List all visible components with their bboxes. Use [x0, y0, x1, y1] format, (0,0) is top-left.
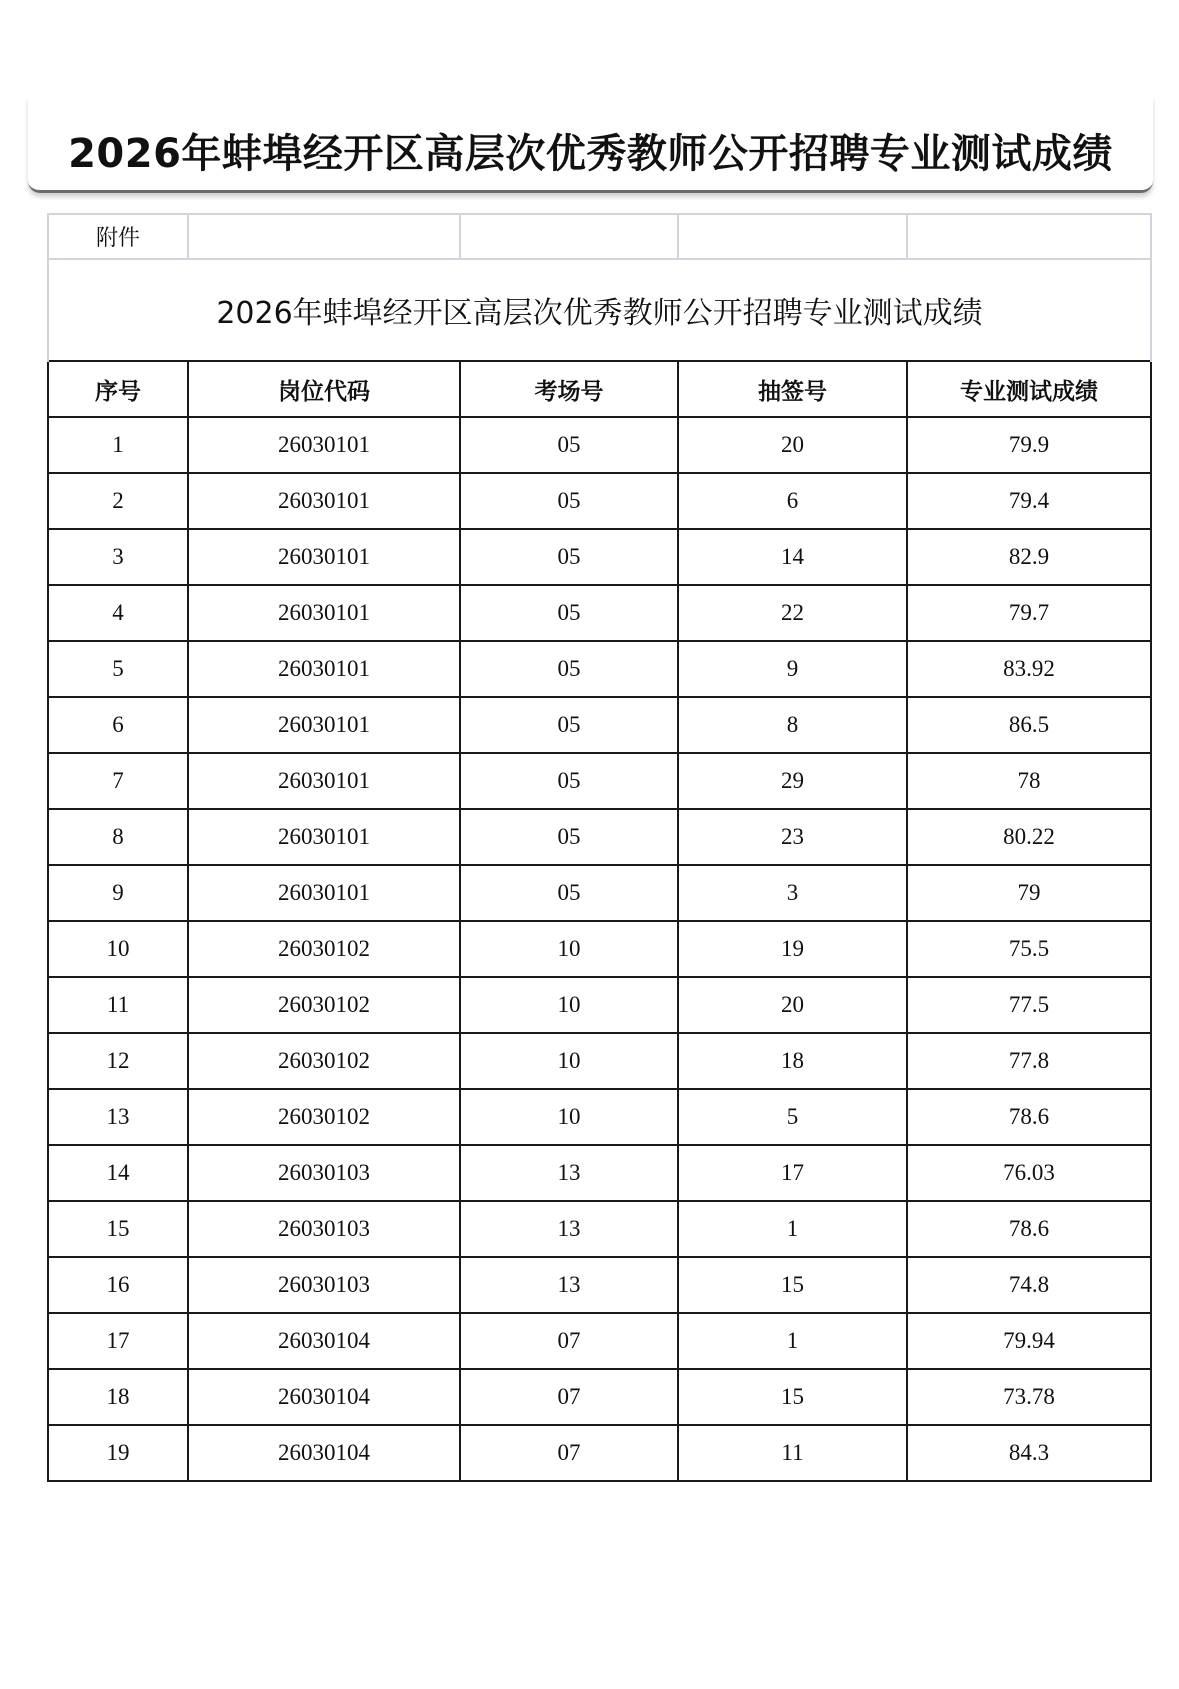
table-row — [48, 921, 1151, 977]
cell-draw-no: 20 — [678, 977, 907, 1033]
cell-serial-no: 6 — [48, 697, 188, 753]
header-row — [48, 361, 1151, 417]
empty-cell — [907, 214, 1151, 259]
cell-test-score: 78.6 — [907, 1089, 1151, 1145]
cell-serial-no: 8 — [48, 809, 188, 865]
cell-exam-room-no: 07 — [460, 1313, 678, 1369]
cell-test-score: 79.4 — [907, 473, 1151, 529]
cell-draw-no: 20 — [678, 417, 907, 473]
cell-draw-no: 17 — [678, 1145, 907, 1201]
table-row — [48, 865, 1151, 921]
cell-draw-no: 11 — [678, 1425, 907, 1481]
table-row — [48, 977, 1151, 1033]
cell-position-code: 26030104 — [188, 1425, 460, 1481]
table-row — [48, 473, 1151, 529]
cell-exam-room-no: 13 — [460, 1145, 678, 1201]
cell-draw-no: 19 — [678, 921, 907, 977]
header-test-score: 专业测试成绩 — [907, 361, 1151, 417]
empty-cell — [460, 214, 678, 259]
table-row — [48, 1089, 1151, 1145]
cell-exam-room-no: 13 — [460, 1257, 678, 1313]
cell-serial-no: 10 — [48, 921, 188, 977]
cell-position-code: 26030102 — [188, 977, 460, 1033]
cell-test-score: 86.5 — [907, 697, 1151, 753]
cell-position-code: 26030101 — [188, 417, 460, 473]
table-row — [48, 641, 1151, 697]
cell-position-code: 26030103 — [188, 1201, 460, 1257]
cell-exam-room-no: 05 — [460, 809, 678, 865]
cell-position-code: 26030101 — [188, 473, 460, 529]
table-row — [48, 1145, 1151, 1201]
header-serial-no: 序号 — [48, 361, 188, 417]
cell-exam-room-no: 05 — [460, 529, 678, 585]
cell-position-code: 26030101 — [188, 809, 460, 865]
cell-position-code: 26030102 — [188, 1089, 460, 1145]
cell-draw-no: 1 — [678, 1313, 907, 1369]
table-caption: 2026年蚌埠经开区高层次优秀教师公开招聘专业测试成绩 — [48, 259, 1151, 361]
cell-serial-no: 16 — [48, 1257, 188, 1313]
cell-position-code: 26030102 — [188, 1033, 460, 1089]
cell-position-code: 26030104 — [188, 1369, 460, 1425]
score-table-body — [48, 214, 1151, 1481]
cell-position-code: 26030101 — [188, 529, 460, 585]
cell-test-score: 84.3 — [907, 1425, 1151, 1481]
cell-exam-room-no: 10 — [460, 977, 678, 1033]
table-row — [48, 753, 1151, 809]
cell-draw-no: 3 — [678, 865, 907, 921]
cell-exam-room-no: 05 — [460, 585, 678, 641]
cell-position-code: 26030102 — [188, 921, 460, 977]
cell-test-score: 79.7 — [907, 585, 1151, 641]
empty-cell — [188, 214, 460, 259]
table-row — [48, 1369, 1151, 1425]
cell-serial-no: 12 — [48, 1033, 188, 1089]
cell-draw-no: 18 — [678, 1033, 907, 1089]
cell-exam-room-no: 05 — [460, 417, 678, 473]
cell-draw-no: 6 — [678, 473, 907, 529]
table-row — [48, 1313, 1151, 1369]
table-row — [48, 529, 1151, 585]
cell-test-score: 79.94 — [907, 1313, 1151, 1369]
cell-test-score: 80.22 — [907, 809, 1151, 865]
cell-serial-no: 19 — [48, 1425, 188, 1481]
cell-serial-no: 13 — [48, 1089, 188, 1145]
caption-row — [48, 259, 1151, 361]
title-bar — [28, 96, 1153, 193]
header-draw-no: 抽签号 — [678, 361, 907, 417]
cell-serial-no: 17 — [48, 1313, 188, 1369]
cell-position-code: 26030103 — [188, 1257, 460, 1313]
header-position-code: 岗位代码 — [188, 361, 460, 417]
table-row — [48, 417, 1151, 473]
cell-draw-no: 14 — [678, 529, 907, 585]
table-row — [48, 1033, 1151, 1089]
cell-test-score: 77.5 — [907, 977, 1151, 1033]
cell-test-score: 75.5 — [907, 921, 1151, 977]
cell-position-code: 26030101 — [188, 641, 460, 697]
table-row — [48, 697, 1151, 753]
table-row — [48, 1201, 1151, 1257]
cell-serial-no: 1 — [48, 417, 188, 473]
cell-serial-no: 15 — [48, 1201, 188, 1257]
cell-test-score: 79.9 — [907, 417, 1151, 473]
cell-exam-room-no: 07 — [460, 1425, 678, 1481]
cell-position-code: 26030101 — [188, 865, 460, 921]
cell-exam-room-no: 10 — [460, 1033, 678, 1089]
cell-position-code: 26030101 — [188, 753, 460, 809]
cell-exam-room-no: 05 — [460, 753, 678, 809]
empty-cell — [678, 214, 907, 259]
table-row — [48, 809, 1151, 865]
cell-exam-room-no: 05 — [460, 697, 678, 753]
cell-serial-no: 3 — [48, 529, 188, 585]
cell-exam-room-no: 10 — [460, 1089, 678, 1145]
cell-position-code: 26030104 — [188, 1313, 460, 1369]
attachment-row — [48, 214, 1151, 259]
cell-position-code: 26030101 — [188, 585, 460, 641]
cell-draw-no: 1 — [678, 1201, 907, 1257]
cell-test-score: 73.78 — [907, 1369, 1151, 1425]
cell-draw-no: 23 — [678, 809, 907, 865]
cell-draw-no: 15 — [678, 1257, 907, 1313]
score-table — [47, 213, 1152, 1482]
cell-test-score: 76.03 — [907, 1145, 1151, 1201]
cell-test-score: 82.9 — [907, 529, 1151, 585]
cell-draw-no: 5 — [678, 1089, 907, 1145]
cell-test-score: 78.6 — [907, 1201, 1151, 1257]
page-title: 2026年蚌埠经开区高层次优秀教师公开招聘专业测试成绩 — [68, 131, 1113, 177]
cell-serial-no: 18 — [48, 1369, 188, 1425]
table-row — [48, 1425, 1151, 1481]
cell-serial-no: 14 — [48, 1145, 188, 1201]
cell-exam-room-no: 05 — [460, 473, 678, 529]
cell-test-score: 83.92 — [907, 641, 1151, 697]
cell-position-code: 26030101 — [188, 697, 460, 753]
cell-serial-no: 7 — [48, 753, 188, 809]
header-exam-room-no: 考场号 — [460, 361, 678, 417]
cell-test-score: 74.8 — [907, 1257, 1151, 1313]
cell-test-score: 78 — [907, 753, 1151, 809]
cell-test-score: 79 — [907, 865, 1151, 921]
cell-draw-no: 15 — [678, 1369, 907, 1425]
cell-draw-no: 29 — [678, 753, 907, 809]
cell-draw-no: 9 — [678, 641, 907, 697]
cell-exam-room-no: 07 — [460, 1369, 678, 1425]
cell-draw-no: 22 — [678, 585, 907, 641]
cell-test-score: 77.8 — [907, 1033, 1151, 1089]
cell-serial-no: 5 — [48, 641, 188, 697]
cell-draw-no: 8 — [678, 697, 907, 753]
cell-serial-no: 2 — [48, 473, 188, 529]
cell-serial-no: 11 — [48, 977, 188, 1033]
cell-position-code: 26030103 — [188, 1145, 460, 1201]
table-row — [48, 585, 1151, 641]
cell-exam-room-no: 10 — [460, 921, 678, 977]
cell-serial-no: 9 — [48, 865, 188, 921]
table-row — [48, 1257, 1151, 1313]
cell-exam-room-no: 05 — [460, 865, 678, 921]
attachment-label: 附件 — [48, 214, 188, 259]
cell-exam-room-no: 05 — [460, 641, 678, 697]
cell-serial-no: 4 — [48, 585, 188, 641]
cell-exam-room-no: 13 — [460, 1201, 678, 1257]
